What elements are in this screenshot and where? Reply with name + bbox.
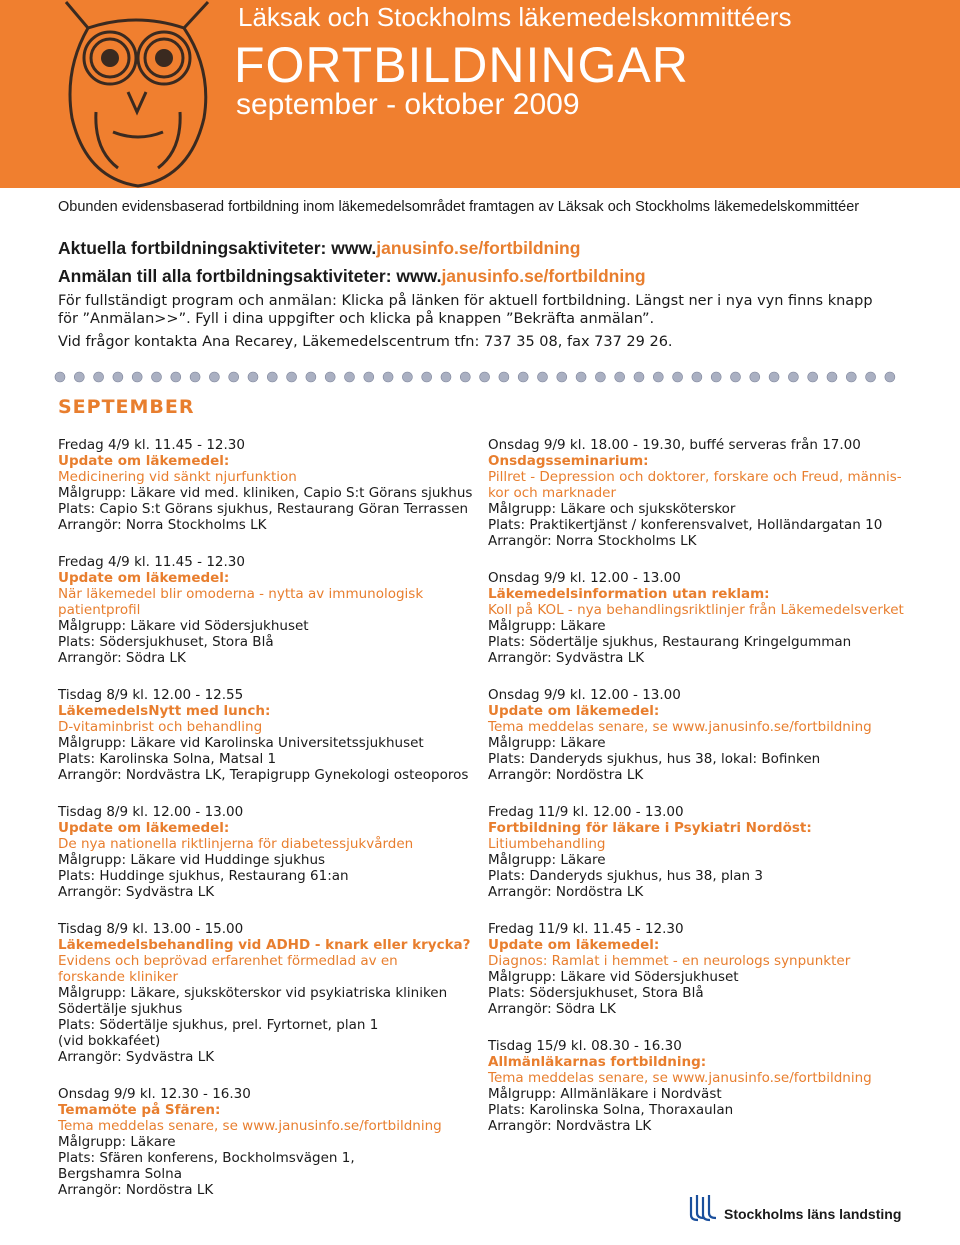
- divider-dot: [55, 372, 65, 382]
- divider-dot: [885, 372, 895, 382]
- event-subject: De nya nationella riktlinjerna för diabetessjukvården: [58, 836, 414, 852]
- divider-dot: [769, 372, 779, 382]
- divider-dot: [402, 372, 412, 382]
- event-detail: Södertälje sjukhus: [58, 1001, 183, 1017]
- event-date: Onsdag 9/9 kl. 12.30 - 16.30: [58, 1086, 251, 1102]
- event-type: Onsdagsseminarium:: [488, 453, 649, 469]
- event-detail: Arrangör: Nordvästra LK, Terapigrupp Gynekologi osteoporos: [58, 767, 469, 783]
- event-block: [58, 921, 498, 1065]
- event-detail: Arrangör: Norra Stockholms LK: [58, 517, 267, 533]
- event-detail: Arrangör: Södra LK: [58, 650, 186, 666]
- link-line-registration[interactable]: [58, 266, 646, 287]
- event-detail: Plats: Danderyds sjukhus, hus 38, lokal: Bofinken: [488, 751, 821, 767]
- event-type: Update om läkemedel:: [58, 820, 230, 836]
- event-detail: Plats: Danderyds sjukhus, hus 38, plan 3: [488, 868, 763, 884]
- divider-dot: [750, 372, 760, 382]
- divider-dot: [692, 372, 702, 382]
- event-subject: forskande kliniker: [58, 969, 178, 985]
- event-detail: Arrangör: Sydvästra LK: [488, 650, 645, 666]
- link-domain[interactable]: janusinfo.se/fortbildning: [376, 238, 581, 258]
- event-block: [58, 804, 498, 900]
- divider-dot: [731, 372, 741, 382]
- divider-dot: [788, 372, 798, 382]
- event-date: Fredag 4/9 kl. 11.45 - 12.30: [58, 437, 245, 453]
- event-subject: Evidens och beprövad erfarenhet förmedlad av en: [58, 953, 398, 969]
- event-detail: Målgrupp: Läkare vid med. kliniken, Capio S:t Görans sjukhus: [58, 485, 473, 501]
- divider-dot: [267, 372, 277, 382]
- divider-dot: [460, 372, 470, 382]
- header-period: september - oktober 2009: [236, 88, 580, 121]
- event-detail: Arrangör: Nordöstra LK: [58, 1182, 214, 1198]
- divider-dot: [808, 372, 818, 382]
- divider-dot: [673, 372, 683, 382]
- event-block: [488, 921, 928, 1017]
- event-subject: Tema meddelas senare, se www.janusinfo.se/fortbildning: [58, 1118, 442, 1134]
- divider-dot: [287, 372, 297, 382]
- link-domain[interactable]: janusinfo.se/fortbildning: [441, 266, 646, 286]
- divider-dot: [557, 372, 567, 382]
- divider-dot: [499, 372, 509, 382]
- divider-dot: [576, 372, 586, 382]
- divider-dot: [711, 372, 721, 382]
- event-detail: Arrangör: Nordöstra LK: [488, 884, 644, 900]
- event-detail: Målgrupp: Läkare: [58, 1134, 176, 1150]
- divider-dot: [518, 372, 528, 382]
- divider-dot: [248, 372, 258, 382]
- divider-dot: [653, 372, 663, 382]
- divider-dot: [229, 372, 239, 382]
- divider-dot: [827, 372, 837, 382]
- divider-dot: [480, 372, 490, 382]
- event-detail: Plats: Södertälje sjukhus, prel. Fyrtornet, plan 1: [58, 1017, 379, 1033]
- section-heading: SEPTEMBER: [58, 396, 195, 418]
- event-detail: Målgrupp: Läkare vid Karolinska Universitetssjukhuset: [58, 735, 424, 751]
- event-date: Onsdag 9/9 kl. 12.00 - 13.00: [488, 687, 681, 703]
- divider-dot: [190, 372, 200, 382]
- event-block: [488, 1038, 928, 1134]
- event-type: Update om läkemedel:: [488, 937, 660, 953]
- event-date: Fredag 11/9 kl. 11.45 - 12.30: [488, 921, 684, 937]
- divider-dot: [74, 372, 84, 382]
- divider-dot: [441, 372, 451, 382]
- divider-dot: [846, 372, 856, 382]
- event-detail: Målgrupp: Läkare: [488, 852, 606, 868]
- divider-dot: [383, 372, 393, 382]
- event-block: [58, 1086, 498, 1198]
- event-detail: Målgrupp: Läkare: [488, 735, 606, 751]
- event-detail: Plats: Södertälje sjukhus, Restaurang Kringelgumman: [488, 634, 852, 650]
- header-line1: Läksak och Stockholms läkemedelskommittéers: [238, 2, 792, 32]
- event-detail: Plats: Södersjukhuset, Stora Blå: [488, 985, 704, 1001]
- event-detail: Plats: Huddinge sjukhus, Restaurang 61:an: [58, 868, 349, 884]
- event-detail: Arrangör: Sydvästra LK: [58, 1049, 215, 1065]
- divider-dot: [325, 372, 335, 382]
- event-subject: patientprofil: [58, 602, 141, 618]
- event-detail: Målgrupp: Läkare och sjuksköterskor: [488, 501, 736, 517]
- divider-dot: [209, 372, 219, 382]
- event-date: Tisdag 8/9 kl. 12.00 - 13.00: [58, 804, 244, 820]
- event-detail: Plats: Praktikertjänst / konferensvalvet, Holländargatan 10: [488, 517, 883, 533]
- left-event-column: [58, 437, 498, 1219]
- event-subject: D-vitaminbrist och behandling: [58, 719, 263, 735]
- link-prefix: Anmälan till alla fortbildningsaktiviteter: www.: [58, 266, 442, 286]
- event-subject: Litiumbehandling: [488, 836, 606, 852]
- instructions-line1: För fullständigt program och anmälan: Klicka på länken för aktuell fortbildning. Längst ner i nya vyn finns knapp: [58, 293, 873, 309]
- event-detail: Arrangör: Norra Stockholms LK: [488, 533, 697, 549]
- event-type: Läkemedelsinformation utan reklam:: [488, 586, 770, 602]
- event-subject: Diagnos: Ramlat i hemmet - en neurologs synpunkter: [488, 953, 851, 969]
- instructions-line2: för ”Anmälan>>”. Fyll i dina uppgifter och klicka på knappen ”Bekräfta anmälan”.: [58, 311, 655, 327]
- event-block: [488, 570, 928, 666]
- divider-dot: [615, 372, 625, 382]
- event-detail: Målgrupp: Allmänläkare i Nordväst: [488, 1086, 722, 1102]
- event-detail: Plats: Capio S:t Görans sjukhus, Restaurang Göran Terrassen: [58, 501, 469, 517]
- event-date: Fredag 11/9 kl. 12.00 - 13.00: [488, 804, 684, 820]
- divider-dot: [94, 372, 104, 382]
- event-detail: Plats: Södersjukhuset, Stora Blå: [58, 634, 274, 650]
- header-subtitle: Obunden evidensbaserad fortbildning inom läkemedelsområdet framtagen av Läksak och Stockholms läkemedelskommittéer: [58, 199, 860, 215]
- divider-dot: [364, 372, 374, 382]
- event-detail: Plats: Karolinska Solna, Matsal 1: [58, 751, 277, 767]
- event-type: Update om läkemedel:: [58, 453, 230, 469]
- page-title: FORTBILDNINGAR: [234, 37, 689, 93]
- event-subject: Medicinering vid sänkt njurfunktion: [58, 469, 297, 485]
- event-date: Onsdag 9/9 kl. 12.00 - 13.00: [488, 570, 681, 586]
- event-subject: Tema meddelas senare, se www.janusinfo.se/fortbildning: [488, 719, 872, 735]
- divider-dot: [538, 372, 548, 382]
- event-detail: Arrangör: Nordöstra LK: [488, 767, 644, 783]
- divider-dot: [113, 372, 123, 382]
- dotted-divider: [52, 367, 902, 387]
- divider-dot: [866, 372, 876, 382]
- event-block: [488, 687, 928, 783]
- event-block: [488, 804, 928, 900]
- event-type: Läkemedelsbehandling vid ADHD - knark eller krycka?: [58, 937, 471, 953]
- event-subject: Pillret - Depression och doktorer, forskare och Freud, männis-: [488, 469, 902, 485]
- event-detail: Arrangör: Sydvästra LK: [58, 884, 215, 900]
- divider-dot: [634, 372, 644, 382]
- header-banner: [0, 0, 960, 188]
- event-block: [58, 437, 498, 533]
- divider-dot: [422, 372, 432, 382]
- event-block: [488, 437, 928, 549]
- event-detail: Bergshamra Solna: [58, 1166, 182, 1182]
- event-detail: (vid bokkaféet): [58, 1033, 161, 1049]
- event-subject: kor och marknader: [488, 485, 617, 501]
- event-type: Fortbildning för läkare i Psykiatri Nordöst:: [488, 820, 812, 836]
- event-block: [58, 687, 498, 783]
- divider-dot: [595, 372, 605, 382]
- event-date: Tisdag 8/9 kl. 12.00 - 12.55: [58, 687, 244, 703]
- event-subject: Koll på KOL - nya behandlingsriktlinjer från Läkemedelsverket: [488, 602, 904, 618]
- event-subject: När läkemedel blir omoderna - nytta av immunologisk: [58, 586, 424, 602]
- event-detail: Målgrupp: Läkare: [488, 618, 606, 634]
- link-prefix: Aktuella fortbildningsaktiviteter: www.: [58, 238, 377, 258]
- link-line-activities[interactable]: [58, 238, 580, 259]
- owl-logo-icon: [58, 0, 218, 188]
- event-detail: Målgrupp: Läkare vid Huddinge sjukhus: [58, 852, 326, 868]
- event-type: LäkemedelsNytt med lunch:: [58, 703, 271, 719]
- right-event-column: [488, 437, 928, 1155]
- event-detail: Målgrupp: Läkare vid Södersjukhuset: [488, 969, 739, 985]
- event-type: Update om läkemedel:: [488, 703, 660, 719]
- event-date: Onsdag 9/9 kl. 18.00 - 19.30, buffé serveras från 17.00: [488, 437, 861, 453]
- event-detail: Plats: Karolinska Solna, Thoraxaulan: [488, 1102, 734, 1118]
- divider-dot: [306, 372, 316, 382]
- event-detail: Plats: Sfären konferens, Bockholmsvägen 1,: [58, 1150, 355, 1166]
- divider-dot: [171, 372, 181, 382]
- event-detail: Målgrupp: Läkare, sjuksköterskor vid psykiatriska kliniken: [58, 985, 448, 1001]
- event-detail: Målgrupp: Läkare vid Södersjukhuset: [58, 618, 309, 634]
- event-type: Update om läkemedel:: [58, 570, 230, 586]
- event-block: [58, 554, 498, 666]
- divider-dot: [152, 372, 162, 382]
- event-date: Fredag 4/9 kl. 11.45 - 12.30: [58, 554, 245, 570]
- divider-dot: [345, 372, 355, 382]
- divider-dot: [132, 372, 142, 382]
- event-type: Temamöte på Sfären:: [58, 1102, 221, 1118]
- event-subject: Tema meddelas senare, se www.janusinfo.se/fortbildning: [488, 1070, 872, 1086]
- contact-line: Vid frågor kontakta Ana Recarey, Läkemedelscentrum tfn: 737 35 08, fax 737 29 26.: [58, 334, 673, 350]
- event-detail: Arrangör: Södra LK: [488, 1001, 616, 1017]
- footer-logo-text: Stockholms läns landsting: [724, 1206, 902, 1222]
- event-type: Allmänläkarnas fortbildning:: [488, 1054, 707, 1070]
- event-detail: Arrangör: Nordvästra LK: [488, 1118, 652, 1134]
- event-date: Tisdag 8/9 kl. 13.00 - 15.00: [58, 921, 244, 937]
- event-date: Tisdag 15/9 kl. 08.30 - 16.30: [488, 1038, 682, 1054]
